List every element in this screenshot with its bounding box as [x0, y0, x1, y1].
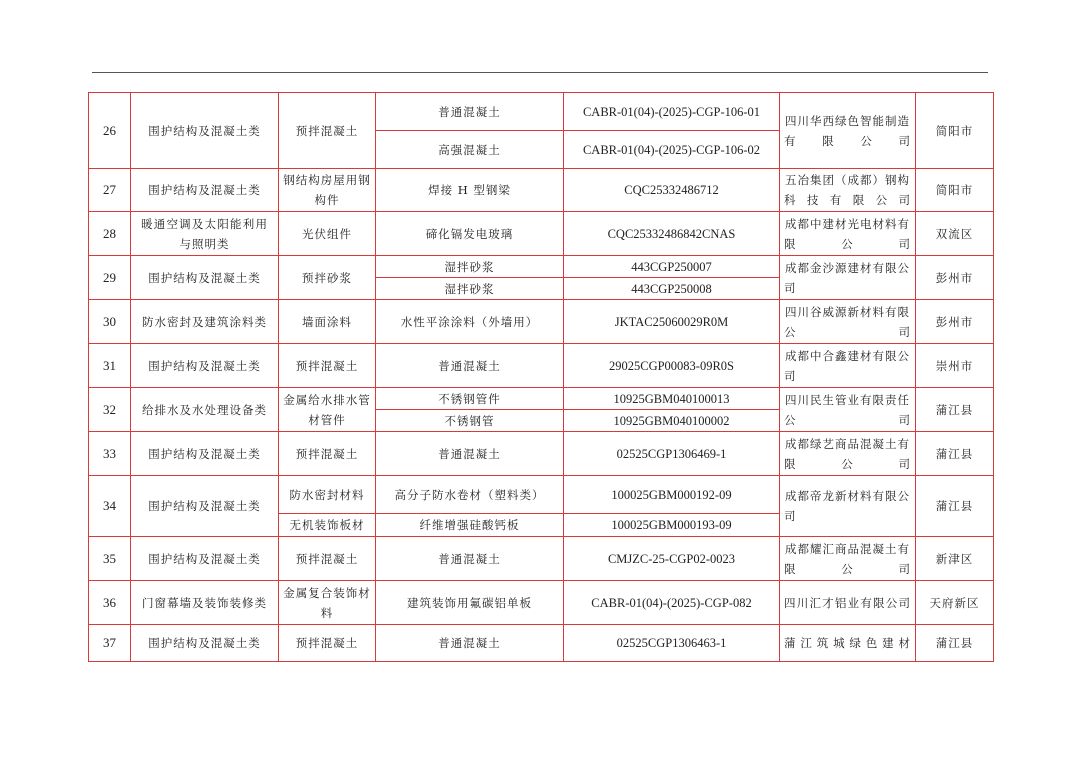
certificate-number-cell: 29025CGP00083-09R0S	[564, 344, 780, 388]
certification-table	[88, 92, 994, 662]
product-cell: 预拌混凝土	[279, 625, 376, 662]
region-cell: 简阳市	[916, 93, 994, 169]
product-cell: 墙面涂料	[279, 300, 376, 344]
product-name-cell: 水性平涂涂料（外墙用）	[376, 300, 564, 344]
table-row	[89, 256, 994, 278]
table-row	[89, 93, 994, 131]
category-cell: 给排水及水处理设备类	[131, 388, 279, 432]
product-name-cell: 普通混凝土	[376, 344, 564, 388]
category-cell: 围护结构及混凝土类	[131, 537, 279, 581]
category-cell: 围护结构及混凝土类	[131, 93, 279, 169]
row-number: 29	[89, 256, 131, 300]
region-cell: 双流区	[916, 212, 994, 256]
product-cell: 无机装饰板材	[279, 514, 376, 537]
company-cell: 成都耀汇商品混凝土有限公司	[780, 537, 916, 581]
category-cell: 围护结构及混凝土类	[131, 256, 279, 300]
certificate-number-cell: 10925GBM040100002	[564, 410, 780, 432]
table-row	[89, 432, 994, 476]
certificate-number-cell: 100025GBM000192-09	[564, 476, 780, 514]
region-cell: 彭州市	[916, 300, 994, 344]
region-cell: 蒲江县	[916, 476, 994, 537]
product-cell: 预拌混凝土	[279, 537, 376, 581]
company-cell: 成都金沙源建材有限公司	[780, 256, 916, 300]
certificate-number-cell: 10925GBM040100013	[564, 388, 780, 410]
table-row	[89, 581, 994, 625]
product-name-cell: 高强混凝土	[376, 131, 564, 169]
company-cell: 成都帝龙新材料有限公司	[780, 476, 916, 537]
row-number: 33	[89, 432, 131, 476]
category-cell: 围护结构及混凝土类	[131, 625, 279, 662]
category-cell: 围护结构及混凝土类	[131, 432, 279, 476]
company-cell: 蒲江筑城绿色建材	[780, 625, 916, 662]
product-cell: 预拌砂浆	[279, 256, 376, 300]
table-row	[89, 388, 994, 410]
region-cell: 蒲江县	[916, 388, 994, 432]
certificate-number-cell: CABR-01(04)-(2025)-CGP-082	[564, 581, 780, 625]
region-cell: 简阳市	[916, 169, 994, 212]
region-cell: 天府新区	[916, 581, 994, 625]
category-cell: 围护结构及混凝土类	[131, 344, 279, 388]
company-cell: 四川汇才铝业有限公司	[780, 581, 916, 625]
product-name-cell: 碲化镉发电玻璃	[376, 212, 564, 256]
table-row	[89, 344, 994, 388]
table-row	[89, 625, 994, 662]
company-cell: 五冶集团（成都）钢构科技有限公司	[780, 169, 916, 212]
product-name-cell: 焊接 H 型钢梁	[376, 169, 564, 212]
category-cell: 门窗幕墙及装饰装修类	[131, 581, 279, 625]
region-cell: 蒲江县	[916, 432, 994, 476]
certificate-number-cell: 100025GBM000193-09	[564, 514, 780, 537]
company-cell: 四川民生管业有限责任公司	[780, 388, 916, 432]
company-cell: 成都中合鑫建材有限公司	[780, 344, 916, 388]
region-cell: 彭州市	[916, 256, 994, 300]
category-cell: 暖通空调及太阳能利用与照明类	[131, 212, 279, 256]
product-cell: 金属给水排水管材管件	[279, 388, 376, 432]
category-cell: 围护结构及混凝土类	[131, 476, 279, 537]
product-cell: 预拌混凝土	[279, 344, 376, 388]
row-number: 37	[89, 625, 131, 662]
certificate-number-cell: CABR-01(04)-(2025)-CGP-106-02	[564, 131, 780, 169]
product-name-cell: 不锈钢管件	[376, 388, 564, 410]
row-number: 28	[89, 212, 131, 256]
product-cell: 光伏组件	[279, 212, 376, 256]
certificate-number-cell: 02525CGP1306463-1	[564, 625, 780, 662]
product-cell: 钢结构房屋用钢构件	[279, 169, 376, 212]
product-name-cell: 不锈钢管	[376, 410, 564, 432]
certificate-number-cell: CMJZC-25-CGP02-0023	[564, 537, 780, 581]
certificate-number-cell: JKTAC25060029R0M	[564, 300, 780, 344]
product-name-cell: 湿拌砂浆	[376, 256, 564, 278]
region-cell: 崇州市	[916, 344, 994, 388]
product-cell: 金属复合装饰材料	[279, 581, 376, 625]
header-rule	[92, 72, 988, 73]
row-number: 34	[89, 476, 131, 537]
row-number: 27	[89, 169, 131, 212]
row-number: 32	[89, 388, 131, 432]
category-cell: 围护结构及混凝土类	[131, 169, 279, 212]
product-cell: 防水密封材料	[279, 476, 376, 514]
table-row	[89, 212, 994, 256]
certificate-number-cell: CABR-01(04)-(2025)-CGP-106-01	[564, 93, 780, 131]
certificate-number-cell: CQC25332486842CNAS	[564, 212, 780, 256]
region-cell: 新津区	[916, 537, 994, 581]
table-row	[89, 300, 994, 344]
table-row	[89, 169, 994, 212]
company-cell: 成都中建材光电材料有限公司	[780, 212, 916, 256]
table-row	[89, 537, 994, 581]
company-cell: 成都绿艺商品混凝土有限公司	[780, 432, 916, 476]
product-name-cell: 普通混凝土	[376, 432, 564, 476]
row-number: 26	[89, 93, 131, 169]
certificate-number-cell: 02525CGP1306469-1	[564, 432, 780, 476]
product-name-cell: 普通混凝土	[376, 93, 564, 131]
product-name-cell: 建筑装饰用氟碳铝单板	[376, 581, 564, 625]
product-name-cell: 普通混凝土	[376, 625, 564, 662]
product-cell: 预拌混凝土	[279, 432, 376, 476]
table-row	[89, 476, 994, 514]
company-cell: 四川华西绿色智能制造有限公司	[780, 93, 916, 169]
certificate-number-cell: 443CGP250008	[564, 278, 780, 300]
row-number: 36	[89, 581, 131, 625]
product-name-cell: 高分子防水卷材（塑料类）	[376, 476, 564, 514]
company-cell: 四川谷威源新材料有限公司	[780, 300, 916, 344]
product-name-cell: 普通混凝土	[376, 537, 564, 581]
row-number: 31	[89, 344, 131, 388]
row-number: 35	[89, 537, 131, 581]
region-cell: 蒲江县	[916, 625, 994, 662]
certificate-number-cell: CQC25332486712	[564, 169, 780, 212]
product-name-cell: 湿拌砂浆	[376, 278, 564, 300]
certificate-number-cell: 443CGP250007	[564, 256, 780, 278]
row-number: 30	[89, 300, 131, 344]
product-cell: 预拌混凝土	[279, 93, 376, 169]
category-cell: 防水密封及建筑涂料类	[131, 300, 279, 344]
product-name-cell: 纤维增强硅酸钙板	[376, 514, 564, 537]
